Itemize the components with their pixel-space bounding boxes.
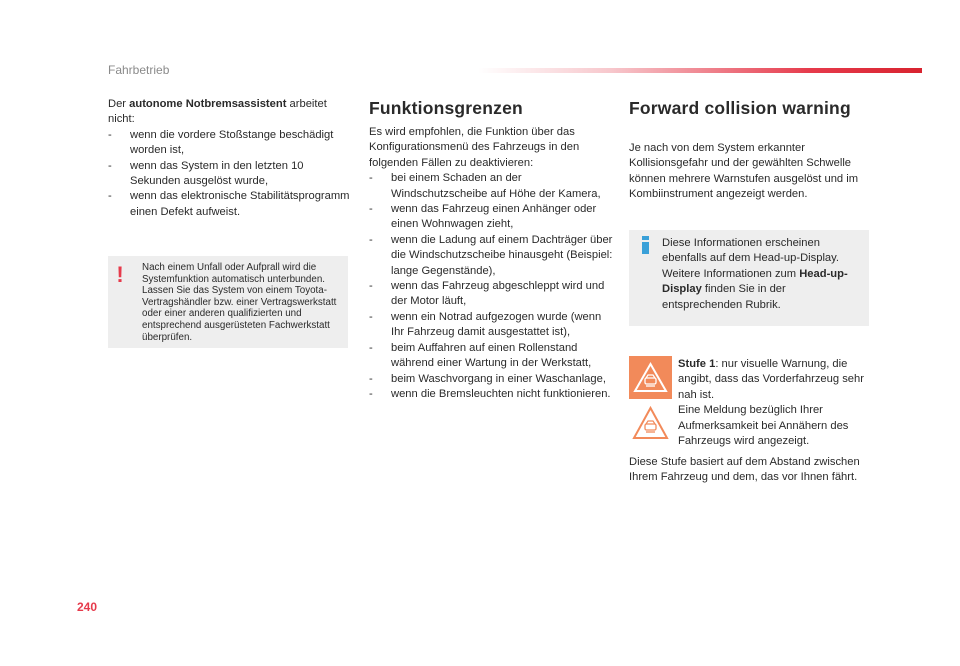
list-item: - wenn die vordere Stoßstange beschädigt worden ist, <box>108 128 353 159</box>
limitation-list <box>108 128 353 220</box>
intro-paragraph: Es wird empfohlen, die Funktion über das Konfigurationsmenü des Fahrzeugs in den folgenden Fällen zu deaktivieren: <box>369 126 580 169</box>
list-item: - beim Waschvorgang in einer Waschanlage, <box>369 372 614 387</box>
list-item: - wenn die Bremsleuchten nicht funktionieren. <box>369 387 614 402</box>
closing-paragraph: Diese Stufe basiert auf dem Abstand zwischen Ihrem Fahrzeug und dem, das vor Ihnen fährt. <box>629 456 860 484</box>
list-item: - bei einem Schaden an der Windschutzscheibe auf Höhe der Kamera, <box>369 171 614 202</box>
stufe-1-description: Stufe 1: nur visuelle Warnung, die angibt, dass das Vorderfahrzeug sehr nah ist. Eine Meldung bezüglich Ihrer Aufmerksamkeit bei Annähern des Fahrzeugs wird angezeigt. <box>678 357 873 449</box>
list-item: - wenn ein Notrad aufgezogen wurde (wenn Ihr Fahrzeug damit ausgestattet ist), <box>369 310 614 341</box>
section-title: Fahrbetrieb <box>108 63 170 77</box>
column-1 <box>108 97 353 220</box>
page-number: 240 <box>77 600 98 614</box>
list-item: - wenn das System in den letzten 10 Sekunden ausgelöst wurde, <box>108 159 353 190</box>
warning-text: Nach einem Unfall oder Aufprall wird die Systemfunktion automatisch unterbunden. Lassen Sie das System von einem Toyota-Vertragshändler bzw. einer Vertragswerkstatt oder einer anderen qualifizierten und entsprechend ausgerüsteten Fachwerkstatt überprüfen. <box>142 262 337 343</box>
column-3-intro: Je nach von dem System erkannter Kollisionsgefahr und der gewählten Schwelle können mehrere Warnstufen ausgelöst und im Kombiinstrument angezeigt werden. <box>629 142 859 201</box>
intro-paragraph: Der autonome Notbremsassistent arbeitet nicht: <box>108 98 327 126</box>
stufe-message: Eine Meldung bezüglich Ihrer Aufmerksamkeit bei Annähern des Fahrzeugs wird angezeigt. <box>678 404 849 448</box>
info-text: Diese Informationen erscheinen ebenfalls auf dem Head-up-Display. Weitere Informationen zum Head-up-Display finden Sie in der entsprechenden Rubrik. <box>662 237 848 311</box>
list-item: - wenn das elektronische Stabilitätsprogramm einen Defekt aufweist. <box>108 189 353 220</box>
list-item: - beim Auffahren auf einen Rollenstand während einer Wartung in der Werkstatt, <box>369 341 614 372</box>
exclamation-icon: ! <box>116 262 124 287</box>
heading-forward-collision-warning: Forward collision warning <box>629 98 851 118</box>
list-item: - wenn das Fahrzeug einen Anhänger oder einen Wohnwagen zieht, <box>369 202 614 233</box>
intro-bold: autonome Notbremsassistent <box>129 98 287 110</box>
column-2 <box>369 125 614 402</box>
stufe-label: Stufe 1 <box>678 358 716 370</box>
collision-warning-outline-icon <box>629 404 672 442</box>
deactivation-list <box>369 171 614 402</box>
collision-warning-filled-icon <box>629 356 672 399</box>
list-item: - wenn die Ladung auf einem Dachträger über die Windschutzscheibe hinausgeht (Beispiel: lange Gegenstände), <box>369 233 614 279</box>
list-item: - wenn das Fahrzeug abgeschleppt wird und der Motor läuft, <box>369 279 614 310</box>
header-accent-bar <box>478 68 922 73</box>
heading-funktionsgrenzen: Funktionsgrenzen <box>369 98 523 118</box>
info-icon <box>641 236 650 253</box>
